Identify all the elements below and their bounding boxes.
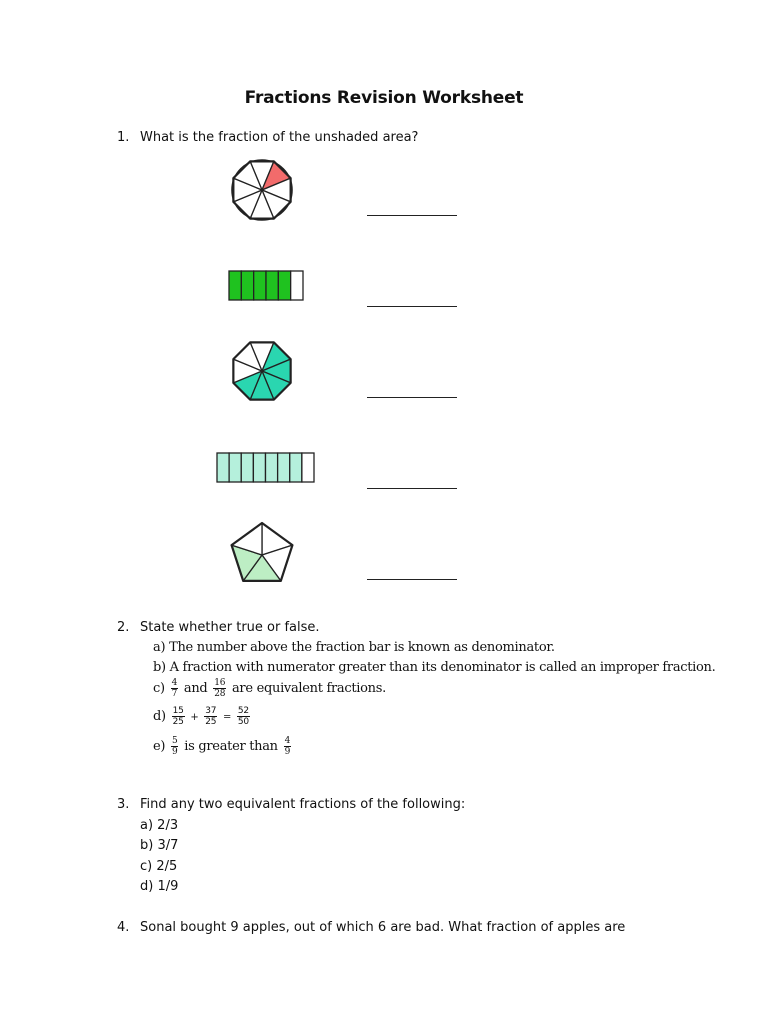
- fraction: [172, 706, 185, 727]
- operator-equals: =: [222, 712, 232, 723]
- statement-label: b): [153, 660, 166, 675]
- numerator: 37: [205, 706, 217, 716]
- statement-d: [153, 706, 252, 727]
- question-number: 4.: [117, 920, 130, 935]
- bar-segment-2: [241, 271, 253, 300]
- answer-line-2: [367, 306, 457, 307]
- answer-line-5: [367, 579, 457, 580]
- fraction: [171, 736, 178, 757]
- item-a: a) 2/3: [140, 818, 179, 833]
- statement-label: e): [153, 739, 166, 754]
- question-number: 1.: [117, 130, 130, 145]
- statement-text: A fraction with numerator greater than its denominator is called an improper fraction.: [169, 660, 716, 675]
- fraction: [171, 678, 178, 699]
- answer-line-4: [367, 488, 457, 489]
- numerator: 52: [237, 706, 249, 716]
- bar-segment-2: [291, 271, 303, 300]
- item-d: d) 1/9: [140, 879, 179, 894]
- bar-segment-4: [217, 453, 229, 482]
- statement-text: are equivalent fractions.: [231, 681, 386, 696]
- statement-word: and: [183, 681, 208, 696]
- answer-line-3: [367, 397, 457, 398]
- fraction: [213, 678, 226, 699]
- denominator: 9: [172, 747, 178, 757]
- bar-segment-2: [254, 271, 266, 300]
- answer-line-1: [367, 215, 457, 216]
- bar-segment-2: [278, 271, 290, 300]
- numerator: 4: [284, 736, 291, 746]
- question-text: State whether true or false.: [140, 620, 320, 635]
- statement-a: [153, 640, 555, 655]
- bar-segment-2: [229, 271, 241, 300]
- bar-segment-4: [266, 453, 278, 482]
- fraction: [237, 706, 250, 727]
- denominator: 28: [214, 689, 226, 699]
- question-3: [117, 797, 717, 815]
- denominator: 7: [171, 689, 178, 699]
- statement-text: The number above the fraction bar is known as denominator.: [169, 640, 555, 655]
- denominator: 9: [284, 747, 291, 757]
- question-number: 2.: [117, 620, 130, 635]
- statement-label: a): [153, 640, 166, 655]
- page-title: Fractions Revision Worksheet: [244, 88, 524, 108]
- question-text: Find any two equivalent fractions of the following:: [140, 797, 466, 812]
- bar-segment-4: [241, 453, 253, 482]
- statement-c: [153, 678, 386, 699]
- bar-segment-4: [290, 453, 302, 482]
- question-number: 3.: [117, 797, 130, 812]
- numerator: 15: [172, 706, 184, 716]
- denominator: 25: [172, 717, 184, 727]
- item-c: c) 2/5: [140, 859, 178, 874]
- question-2: [117, 620, 717, 638]
- numerator: 4: [171, 678, 178, 688]
- statement-label: d): [153, 709, 166, 724]
- denominator: 50: [237, 717, 249, 727]
- fraction: [284, 736, 291, 757]
- statement-b: [153, 660, 715, 675]
- bar-segment-4: [253, 453, 265, 482]
- question-text: Sonal bought 9 apples, out of which 6 are bad. What fraction of apples are: [140, 920, 626, 935]
- statement-text: is greater than: [184, 739, 278, 754]
- operator-plus: +: [190, 712, 199, 723]
- statement-label: c): [153, 681, 165, 696]
- question-4: [117, 920, 737, 938]
- bar-segment-4: [229, 453, 241, 482]
- denominator: 25: [205, 717, 217, 727]
- numerator: 16: [214, 678, 226, 688]
- question-text: What is the fraction of the unshaded area?: [140, 130, 419, 145]
- fraction: [204, 706, 217, 727]
- statement-e: [153, 736, 293, 757]
- item-b: b) 3/7: [140, 838, 179, 853]
- numerator: 5: [172, 736, 178, 746]
- bar-segment-4: [278, 453, 290, 482]
- bar-segment-2: [266, 271, 278, 300]
- bar-segment-4: [302, 453, 314, 482]
